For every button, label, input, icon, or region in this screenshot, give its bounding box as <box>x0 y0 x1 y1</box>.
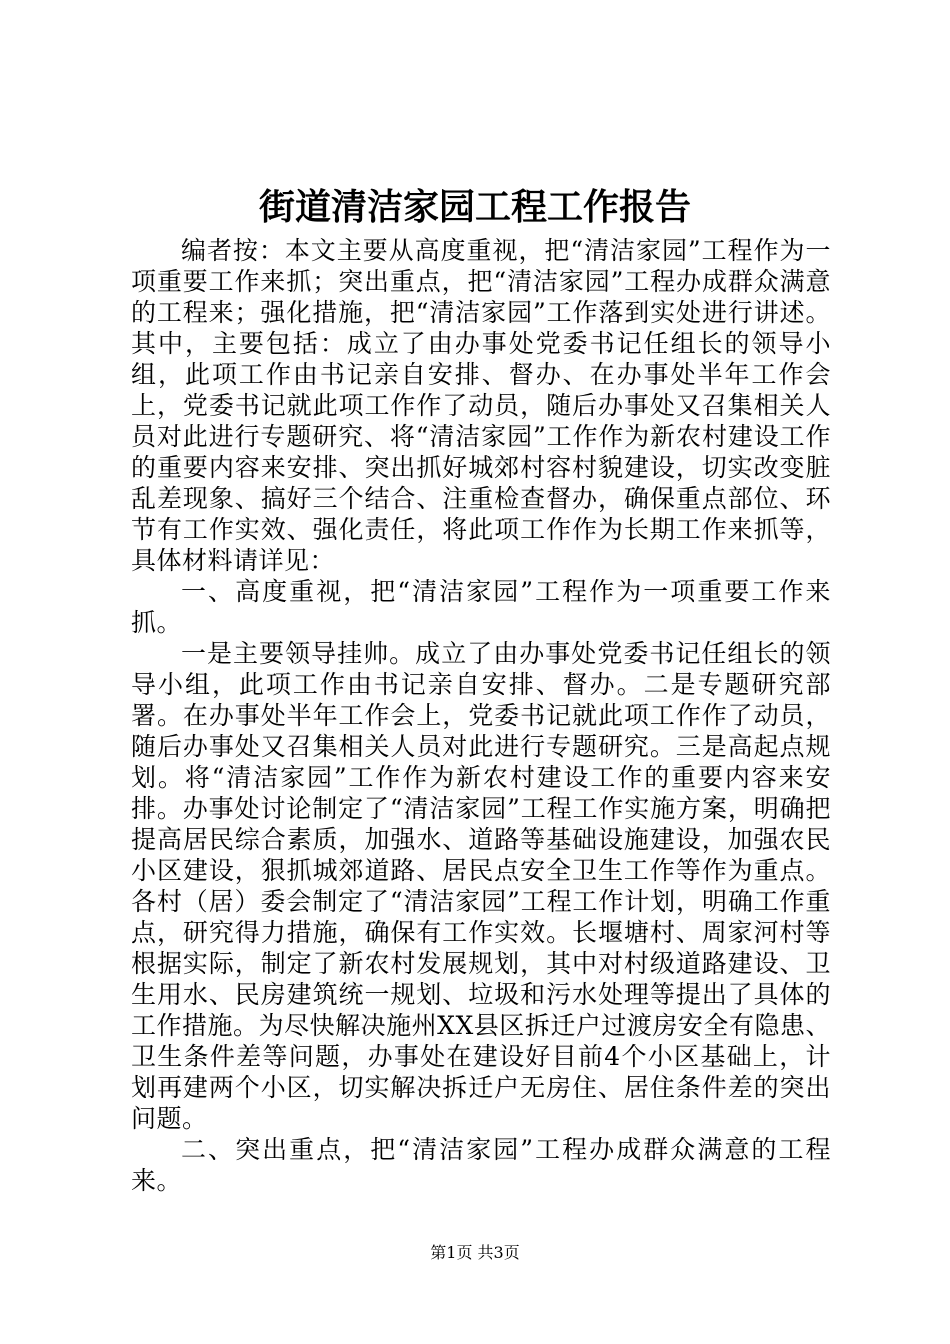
section-heading-1: 一、高度重视，把“清洁家园”工程作为一项重要工作来抓。 <box>131 577 831 637</box>
body-paragraph: 一是主要领导挂帅。成立了由办事处党委书记任组长的领导小组，此项工作由书记亲自安排、督办。二是专题研究部署。在办事处半年工作会上，党委书记就此项工作作了动员，随后办事处又召集相关人员对此进行专题研究。三是高起点规划。将“清洁家园”工作作为新农村建设工作的重要内容来安排。办事处讨论制定了“清洁家园”工程工作实施方案，明确把提高居民综合素质，加强水、道路等基础设施建设，加强农民小区建设，狠抓城郊道路、居民点安全卫生工作等作为重点。各村（居）委会制定了“清洁家园”工程工作计划，明确工作重点，研究得力措施，确保有工作实效。长堰塘村、周家河村等根据实际，制定了新农村发展规划，其中对村级道路建设、卫生用水、民房建筑统一规划、垃圾和污水处理等提出了具体的工作措施。为尽快解决施州XX县区拆迁户过渡房安全有隐患、卫生条件差等问题，办事处在建设好目前4个小区基础上，计划再建两个小区，切实解决拆迁户无房住、居住条件差的突出问题。 <box>131 639 831 1133</box>
document-title: 街道清洁家园工程工作报告 <box>258 186 691 228</box>
section-heading-2: 二、突出重点，把“清洁家园”工程办成群众满意的工程来。 <box>131 1135 831 1195</box>
editor-note-paragraph: 编者按：本文主要从高度重视，把“清洁家园”工程作为一项重要工作来抓；突出重点，把“清洁家园”工程办成群众满意的工程来；强化措施，把“清洁家园”工作落到实处进行讲述。其中，主要包括：成立了由办事处党委书记任组长的领导小组，此项工作由书记亲自安排、督办、在办事处半年工作会上，党委书记就此项工作作了动员，随后办事处又召集相关人员对此进行专题研究、将“清洁家园”工作作为新农村建设工作的重要内容来安排、突出抓好城郊村容村貌建设，切实改变脏乱差现象、搞好三个结合、注重检查督办，确保重点部位、环节有工作实效、强化责任，将此项工作作为长期工作来抓等，具体材料请详见： <box>131 236 831 575</box>
document-body <box>131 235 831 1196</box>
page-number: 第1页 共3页 <box>430 1243 520 1262</box>
